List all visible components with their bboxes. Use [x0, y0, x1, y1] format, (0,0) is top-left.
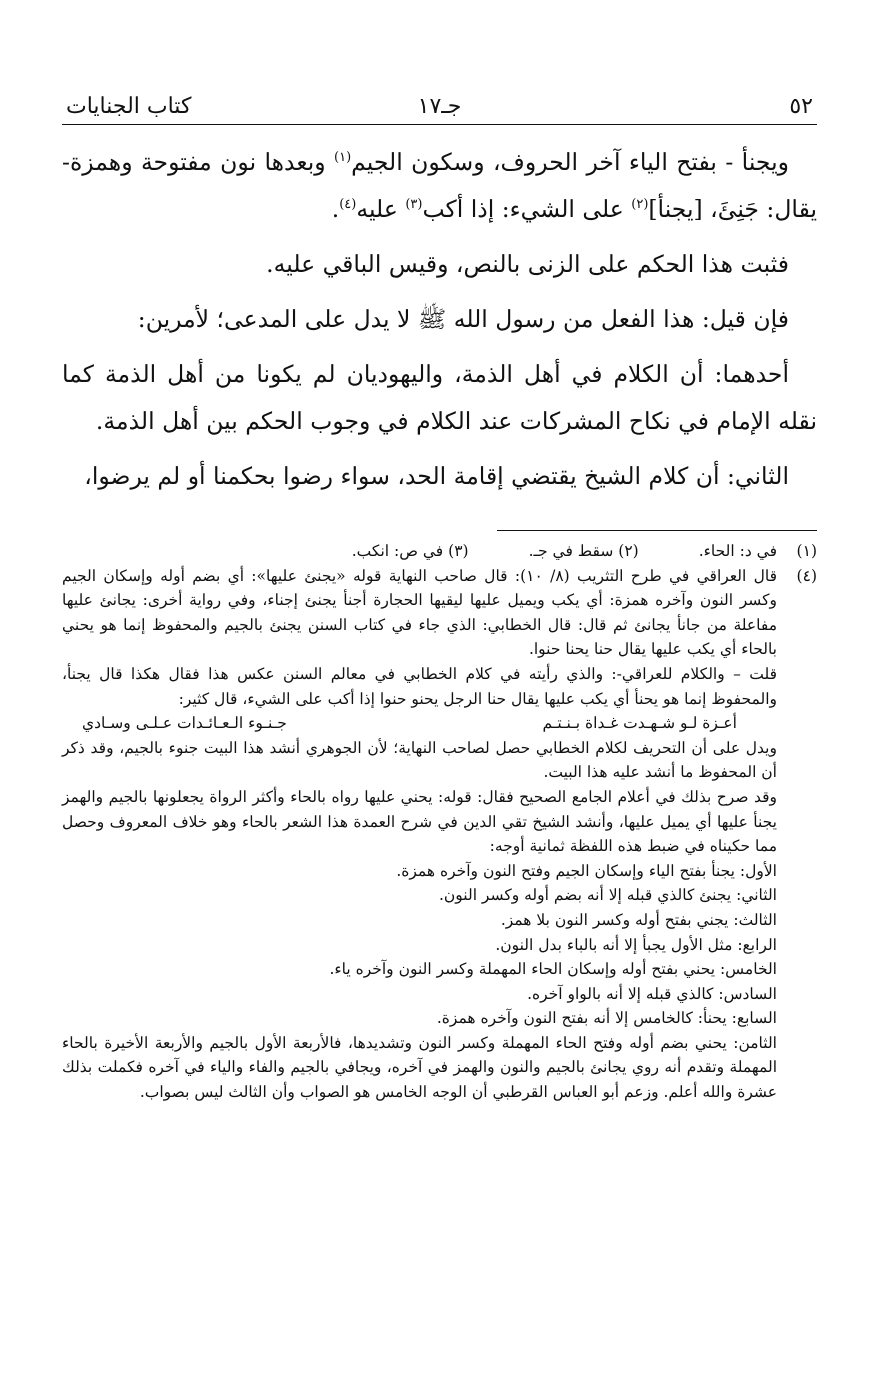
page-number: ٥٢	[789, 94, 813, 119]
footnote-4-line: وقد صرح بذلك في أعلام الجامع الصحيح فقال: قوله: يحني عليها رواه بالحاء وأكثر الرواة يجعلونها بالجيم والهمز يجنأ عليها أي يميل عليها، وأنشد الشيخ تقي الدين في شرح العمدة هذا الشعر بالحاء وهو خلاف المعروف وحصل مما حكيناه في ضبط هذه اللفظة ثمانية أوجه:	[62, 787, 777, 856]
footnote-separator	[497, 530, 817, 531]
footnote-ref-1[interactable]: (١)	[334, 150, 352, 166]
paragraph-1: ويجنأ - بفتح الياء آخر الحروف، وسكون الجيم$^{(١)}$ وبعدها نون مفتوحة وهمزة- يقال: جَنِئَ، [يجنأ]$^{(٢)}$ على الشيء: إذا أكب$^{(٣)}$ عليه$^{(٤)}$.	[62, 148, 817, 223]
footnote-4-line: قال العراقي في طرح التثريب (٨/ ١٠): قال صاحب النهاية قوله «يجنئ عليها»: أي بضم أوله وإسكان الجيم وكسر النون وآخره همزة: أي يكب ويميل عليها ليقيها الحجارة أجنأ يجنئ إجناء، وفي رواية أخرى: يجانئ عليها مفاعلة من جانأ يجانئ ثم قال: قال الخطابي: الذي جاء في كتاب السنن يجنئ بالجيم والمحفوظ إنما هو يحني بالحاء أي يكب عليها يقال حنا يحنا حنوا.	[62, 566, 778, 659]
footnote-row-4	[62, 564, 817, 1105]
footnote-row-1	[62, 539, 817, 564]
footnote-4-line: ويدل على أن التحريف لكلام الخطابي حصل لصاحب النهاية؛ لأن الجوهري أنشد هذا البيت جنوء بالجيم، وقد ذكر أن المحفوظ ما أنشد عليه هذا البيت.	[62, 738, 777, 782]
paragraph-4: أحدهما: أن الكلام في أهل الذمة، واليهوديان لم يكونا من أهل الذمة كما نقله الإمام في نكاح المشركات عند الكلام في وجوب الحكم بين أهل الذمة.	[62, 360, 817, 435]
list-item: الخامس: يحني بفتح أوله وإسكان الحاء المهملة وكسر النون وآخره ياء.	[329, 960, 777, 979]
list-item: الثامن: يحني بضم أوله وفتح الحاء المهملة وكسر النون وتشديدها، فالأربعة الأول بالجيم والأربعة الأخيرة بالحاء المهملة وتقدم أنه روي يجانئ بالجيم والنون والهمز في آخره، ويجافي بالجيم والفاء والياء في آخره فكملت بذلك عشرة والله أعلم. وزعم أبو العباس القرطبي أن الوجه الخامس هو الصواب وأن الثالث ليس بصواب.	[62, 1033, 777, 1102]
list-item: السابع: يحنأ: كالخامس إلا أنه بفتح النون وآخره همزة.	[436, 1009, 777, 1028]
paragraph-5: الثاني: أن كلام الشيخ يقتضي إقامة الحد، سواء رضوا بحكمنا أو لم يرضوا،	[84, 462, 789, 490]
footnotes	[62, 539, 817, 1105]
footnote-number: (١)	[796, 542, 817, 560]
list-item: الثاني: يجنئ كالذي قبله إلا أنه بضم أوله وكسر النون.	[438, 886, 777, 905]
list-item: السادس: كالذي قبله إلا أنه بالواو آخره.	[527, 984, 777, 1003]
footnote-ref-2[interactable]: (٢)	[631, 197, 649, 213]
footnote-ref-4[interactable]: (٤)	[339, 197, 357, 213]
paragraph-3: فإن قيل: هذا الفعل من رسول الله ﷺ لا يدل على المدعى؛ لأمرين:	[137, 305, 789, 333]
poem-hemistich-right: أعـزة لـو شـهـدت غـداة بـنـتـم	[542, 714, 737, 733]
poem-verse	[62, 711, 777, 736]
main-text	[62, 139, 817, 500]
running-header	[62, 80, 817, 125]
poem-hemistich-left: جـنـوء الـعـائـدات عـلـى وسـادي	[82, 714, 287, 733]
list-item: الثالث: يجني بفتح أوله وكسر النون بلا همز.	[500, 910, 777, 929]
footnote-1: في د: الحاء.	[698, 542, 777, 560]
volume-label: جـ١٧	[417, 94, 462, 119]
footnote-number: (٤)	[796, 566, 817, 585]
footnote-4-line: قلت – والكلام للعراقي-: والذي رأيته في كلام الخطابي في معالم السنن عكس هذا فقال هكذا قال يجنأ، والمحفوظ إنما هو يحنأ أي يكب عليها يقال حنا الرجل يحنو حنوا إذا أكب على الشيء، قال كثير:	[62, 664, 777, 708]
footnote-3: (٣) في ص: انكب.	[351, 542, 469, 560]
list-item: الأول: يجنأ بفتح الياء وإسكان الجيم وفتح النون وآخره همزة.	[396, 861, 777, 880]
book-title: كتاب الجنايات	[66, 94, 192, 119]
footnote-ref-3[interactable]: (٣)	[405, 197, 423, 213]
list-item: الرابع: مثل الأول يجبأ إلا أنه بالباء بدل النون.	[495, 935, 777, 954]
footnote-2: (٢) سقط في جـ.	[528, 542, 639, 560]
paragraph-2: فثبت هذا الحكم على الزنى بالنص، وقيس الباقي عليه.	[266, 250, 789, 278]
